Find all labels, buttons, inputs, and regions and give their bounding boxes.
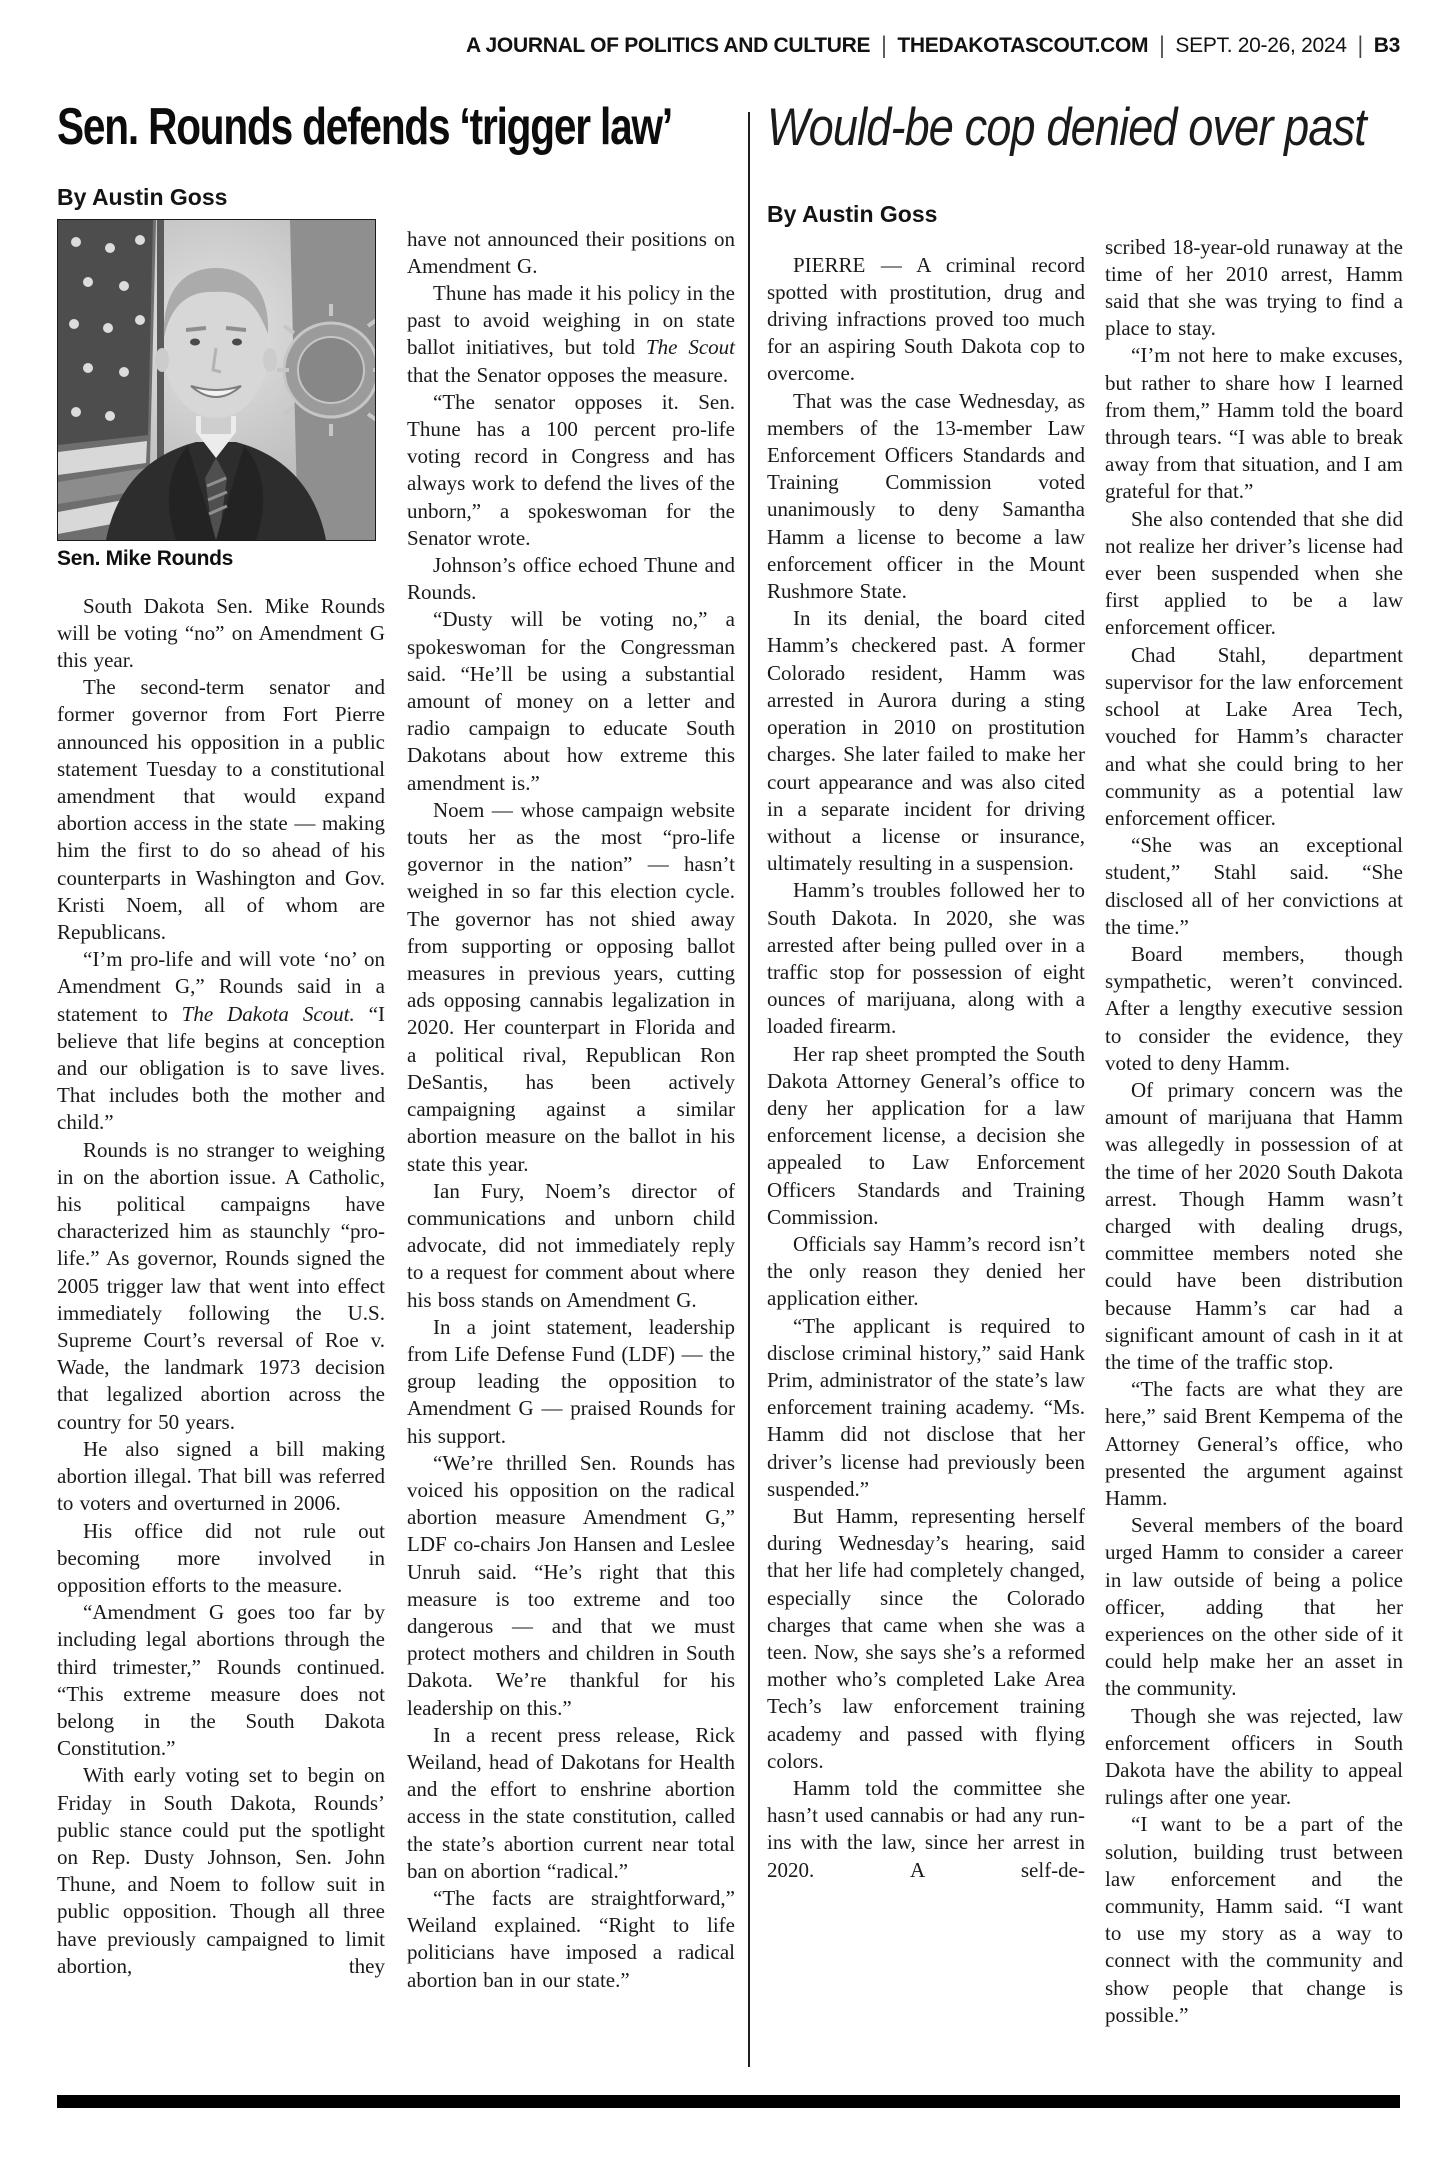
article-paragraph: But Hamm, representing herself during Wednesday’s hearing, said that her life had completely changed, especially since the Colorado charges that came when she was a teen. Now, she says she’s a reformed mother who’s completed Lake Area Tech’s law enforcement training academy and passed with flying colors.: [767, 1503, 1085, 1773]
article-paragraph: Hamm told the committee she hasn’t used cannabis or had any run-ins with the law, since her arrest in 2020. A self-de-: [767, 1776, 1085, 1882]
byline: By Austin Goss: [57, 183, 228, 210]
article-headline: Sen. Rounds defends ‘trigger law’: [57, 98, 672, 156]
article-paragraph: “Amendment G goes too far by including legal abortions through the third trimester,” Rounds continued. “This extreme measure does not belong in the South Dakota Constitution.”: [57, 1600, 385, 1761]
article-paragraph: Her rap sheet prompted the South Dakota Attorney General’s office to deny her application for a law enforcement license, a decision she appealed to Law Enforcement Officers Standards and Training Commission.: [767, 1041, 1085, 1229]
article-paragraph: He also signed a bill making abortion illegal. That bill was referred to voters and overturned in 2006.: [57, 1436, 385, 1516]
article-paragraph: PIERRE — A criminal record spotted with prostitution, drug and driving infractions proved too much for an aspiring South Dakota cop to overcome.: [767, 252, 1085, 386]
article-paragraph: Johnson’s office echoed Thune and Rounds.: [407, 553, 735, 605]
sen-mike-rounds-photo: [57, 219, 376, 541]
article-paragraph: Of primary concern was the amount of marijuana that Hamm was allegedly in possession of at the time of her 2020 South Dakota arrest. Though Hamm wasn’t charged with dealing drugs, committee members noted she could have been distribution because Hamm’s car had a significant amount of cash in it at the time of the traffic stop.: [1105, 1077, 1403, 1374]
photo-caption: Sen. Mike Rounds: [57, 546, 234, 570]
article-paragraph: In its denial, the board cited Hamm’s checkered past. A former Colorado resident, Hamm was arrested in Aurora during a sting operation in 2010 on prostitution charges. She later failed to make her court appearance and was also cited in a separate incident for driving without a license or insurance, ultimately resulting in a suspension.: [767, 606, 1085, 876]
photo-figure: [57, 219, 385, 571]
article-paragraph: Hamm’s troubles followed her to South Dakota. In 2020, she was arrested after being pulled over in a traffic stop for possession of eight ounces of marijuana, along with a loaded firearm.: [767, 878, 1085, 1039]
article-text-column: [767, 252, 1085, 1884]
masthead-separator: |: [1159, 32, 1165, 59]
article-paragraph: “I’m pro-life and will vote ‘no’ on Amendment G,” Rounds said in a statement to The Dakota Scout. “I believe that life begins at conception and our obligation is to save lives. That includes both the mother and child.”: [57, 947, 385, 1135]
article-text-column: [1105, 234, 1403, 2029]
article-paragraph: “She was an exceptional student,” Stahl said. “She disclosed all of her convictions at the time.”: [1105, 833, 1403, 939]
article-paragraph: With early voting set to begin on Friday in South Dakota, Rounds’ public stance could put the spotlight on Rep. Dusty Johnson, Sen. John Thune, and Noem to follow suit in public opposition. Though all three have previously campaigned to limit abortion, they: [57, 1763, 385, 1978]
masthead-date: SEPT. 20-26, 2024: [1175, 34, 1347, 57]
masthead-journal-tagline: A JOURNAL OF POLITICS AND CULTURE: [465, 34, 871, 57]
article-paragraph: Though she was rejected, law enforcement officers in South Dakota have the ability to appeal rulings after one year.: [1105, 1703, 1403, 1810]
article-column-1: [767, 184, 1085, 2029]
article-divider-rule: [748, 112, 750, 2067]
masthead-separator: |: [1357, 32, 1363, 59]
article-paragraph: “The senator opposes it. Sen. Thune has a 100 percent pro-life voting record in Congress and has always work to defend the lives of the unborn,” a spokeswoman for the Senator wrote.: [407, 389, 735, 550]
article-column-2: [1105, 184, 1403, 2029]
article-rounds-trigger-law: [57, 100, 735, 1994]
article-paragraph: His office did not rule out becoming more involved in opposition efforts to the measure.: [57, 1518, 385, 1597]
masthead-separator: |: [881, 32, 887, 59]
article-column-2: [407, 183, 735, 1994]
article-paragraph: “The facts are straightforward,” Weiland explained. “Right to life politicians have imposed a radical abortion ban in our state.”: [407, 1885, 735, 1992]
article-paragraph: She also contended that she did not realize her driver’s license had ever been suspended when she first applied to be a law enforcement officer.: [1105, 506, 1403, 640]
article-paragraph: South Dakota Sen. Mike Rounds will be voting “no” on Amendment G this year.: [57, 593, 385, 672]
article-paragraph: “We’re thrilled Sen. Rounds has voiced his opposition on the radical abortion measure Amendment G,” LDF co-chairs Jon Hansen and Leslee Unruh said. “He’s right that this measure is too extreme and too dangerous — and that we must protect mothers and children in South Dakota. We’re thankful for his leadership on this.”: [407, 1450, 735, 1720]
article-paragraph: Ian Fury, Noem’s director of communications and unborn child advocate, did not immediately reply to a request for comment about where his boss stands on Amendment G.: [407, 1178, 735, 1312]
article-paragraph: have not announced their positions on Amendment G.: [407, 226, 735, 278]
masthead-website: THEDAKOTASCOUT.COM: [897, 34, 1149, 57]
article-paragraph: “Dusty will be voting no,” a spokeswoman for the Congressman said. “He’ll be using a substantial amount of money on a letter and radio campaign to educate South Dakotans about how extreme this amendment is.”: [407, 607, 735, 795]
article-paragraph: “The facts are what they are here,” said Brent Kempema of the Attorney General’s office, who presented the argument against Hamm.: [1105, 1377, 1403, 1510]
article-paragraph: In a recent press release, Rick Weiland, head of Dakotans for Health and the effort to enshrine abortion access in the state constitution, called the state’s abortion current near total ban on abortion “radical.”: [407, 1722, 735, 1883]
article-paragraph: Chad Stahl, department supervisor for the law enforcement school at Lake Area Tech, vouched for Hamm’s character and what she could bring to her community as a potential law enforcement officer.: [1105, 642, 1403, 830]
article-paragraph: “I’m not here to make excuses, but rather to share how I learned from them,” Hamm told the board through tears. “I was able to break away from that situation, and I am grateful for that.”: [1105, 343, 1403, 504]
article-paragraph: In a joint statement, leadership from Life Defense Fund (LDF) — the group leading the opposition to Amendment G — praised Rounds for his support.: [407, 1314, 735, 1448]
article-paragraph: “I want to be a part of the solution, building trust between law enforcement and the community, Hamm said. “I want to use my story as a way to connect with the community and show people that change is possible.”: [1105, 1812, 1403, 2027]
article-paragraph: Several members of the board urged Hamm to consider a career in law outside of being a police officer, adding that her experiences on the other side of it could help make her an asset in the community.: [1105, 1513, 1403, 1701]
article-column-1: [57, 183, 385, 1994]
article-would-be-cop: [767, 100, 1403, 2029]
byline: By Austin Goss: [767, 200, 938, 227]
article-paragraph: Officials say Hamm’s record isn’t the only reason they denied her application either.: [767, 1231, 1085, 1311]
article-paragraph: The second-term senator and former governor from Fort Pierre announced his opposition in a public statement Tuesday to a constitutional amendment that would expand abortion access in the state — making him the first to do so ahead of his counterparts in Washington and Gov. Kristi Noem, all of whom are Republicans.: [57, 675, 385, 945]
article-paragraph: “The applicant is required to disclose criminal history,” said Hank Prim, administrator of the state’s law enforcement training academy. “Ms. Hamm did not disclose that her driver’s license had previously been suspended.”: [767, 1313, 1085, 1501]
article-paragraph: Rounds is no stranger to weighing in on the abortion issue. A Catholic, his political campaigns have characterized him as staunchly “pro-life.” As governor, Rounds signed the 2005 trigger law that went into effect immediately following the U.S. Supreme Court’s reversal of Roe v. Wade, the landmark 1973 decision that legalized abortion across the country for 50 years.: [57, 1137, 385, 1434]
masthead-page-number: B3: [1373, 34, 1400, 57]
article-paragraph: scribed 18-year-old runaway at the time of her 2010 arrest, Hamm said that she was trying to find a place to stay.: [1105, 234, 1403, 341]
article-text-column: [407, 226, 735, 1994]
article-paragraph: Thune has made it his policy in the past to avoid weighing in on state ballot initiatives, but told The Scout that the Senator opposes the measure.: [407, 281, 735, 387]
article-headline: Would-be cop denied over past: [767, 98, 1366, 157]
article-paragraph: Noem — whose campaign website touts her as the most “pro-life governor in the nation” — hasn’t weighed in so far this election cycle. The governor has not shied away from supporting or opposing ballot measures in previous years, cutting ads opposing cannabis legalization in 2020. Her counterpart in Florida and a political rival, Republican Ron DeSantis, has been actively campaigning against a similar abortion measure on the ballot in his state this year.: [407, 797, 735, 1176]
masthead: [466, 34, 1400, 58]
article-paragraph: That was the case Wednesday, as members of the 13-member Law Enforcement Officers Standards and Training Commission voted unanimously to deny Samantha Hamm a license to become a law enforcement officer in the Mount Rushmore State.: [767, 388, 1085, 604]
bottom-page-rule: [57, 2095, 1400, 2108]
article-paragraph: Board members, though sympathetic, weren’t convinced. After a lengthy executive session to consider the evidence, they voted to deny Hamm.: [1105, 941, 1403, 1075]
article-text-column: [57, 593, 385, 1980]
